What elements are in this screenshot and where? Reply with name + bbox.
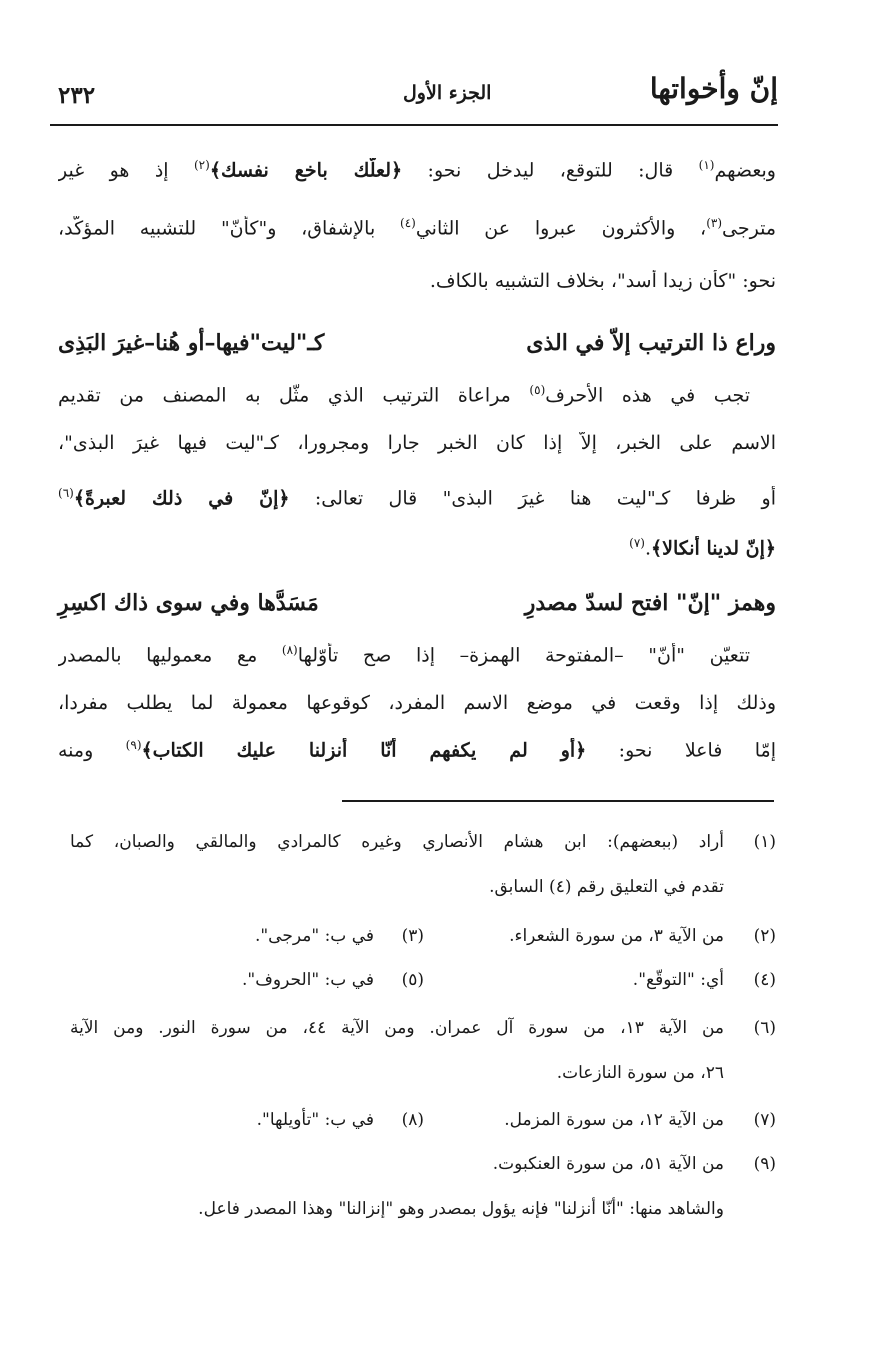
page-header xyxy=(58,70,778,120)
footnote-text: أي: "التوقّع". xyxy=(632,970,724,990)
paragraph-1-line-3: نحو: "كأن زيدا أسد"، بخلاف التشبيه بالكاف. xyxy=(429,270,776,292)
chapter-title: إنّ وأخواتها xyxy=(649,72,778,105)
text-run: أو ظرفا كـ"ليت هنا غيرَ البذى" قال تعالى: xyxy=(289,487,776,510)
footnote-number: (٧) xyxy=(753,1110,776,1130)
quran-quote: ﴿إنّ لدينا أنكالا﴾ xyxy=(651,537,776,560)
quran-quote: ﴿إنّ في ذلك لعبرةً﴾ xyxy=(73,487,290,510)
verse-1 xyxy=(58,330,776,362)
footnote-number: (٦) xyxy=(753,1018,776,1038)
footnote-4-and-5 xyxy=(58,970,776,994)
footnote-number: (١) xyxy=(753,832,776,852)
text-run: قال: للتوقع، ليدخل نحو: xyxy=(402,159,699,182)
footnote-1-line-2: تقدم في التعليق رقم (٤) السابق. xyxy=(489,877,724,897)
footnote-number: (٩) xyxy=(753,1154,776,1174)
quran-quote: ﴿لعلّك باخع نفسك﴾ xyxy=(209,159,403,182)
footnote-ref: (٨) xyxy=(281,643,298,657)
text-run: وبعضهم xyxy=(714,159,776,182)
verse-1-hemistich-2: كـ"ليت"فيها–أو هُنا–غيرَ البَذِى xyxy=(58,330,325,356)
footnote-ref: (٩) xyxy=(125,738,142,752)
text-run: مترجى xyxy=(722,217,776,240)
footnote-7-and-8 xyxy=(58,1110,776,1134)
footnote-6-line-2: ٢٦، من سورة النازعات. xyxy=(556,1063,724,1083)
footnote-ref: (٧) xyxy=(629,536,645,550)
footnote-number: (٨) xyxy=(401,1110,424,1130)
text-run: ، والأكثرون عبروا عن الثاني xyxy=(415,217,707,240)
footnote-text: في ب: "مرجى". xyxy=(254,926,374,946)
paragraph-3-line-1 xyxy=(58,643,750,668)
verse-1-hemistich-1: وراع ذا الترتيب إلاّ في الذى xyxy=(526,330,776,356)
verse-2 xyxy=(58,590,776,622)
footnote-number: (٣) xyxy=(401,926,424,946)
footnote-2-and-3 xyxy=(58,926,776,950)
text-run: ومنه xyxy=(58,739,126,762)
footnote-ref: (٢) xyxy=(193,158,210,172)
footnote-9-line-2: والشاهد منها: "أنّا أنزلنا" فإنه يؤول بمصدر وهو "إنزالنا" وهذا المصدر فاعل. xyxy=(198,1199,724,1219)
footnote-number: (٤) xyxy=(753,970,776,990)
part-label: الجزء الأول xyxy=(403,82,492,104)
footnote-ref: (١) xyxy=(698,158,715,172)
text-run: مع معموليها بالمصدر xyxy=(58,644,282,667)
paragraph-2-line-4 xyxy=(58,536,776,561)
footnote-text: في ب: "الحروف". xyxy=(242,970,374,990)
footnote-ref: (٣) xyxy=(706,216,723,230)
quran-quote: ﴿أو لم يكفهم أنّا أنزلنا عليك الكتاب﴾ xyxy=(141,739,587,762)
verse-2-hemistich-2: مَسَدَّها وفي سوى ذاك اكسِرِ xyxy=(58,590,319,616)
paragraph-3-line-2: وذلك إذا وقعت في موضع الاسم المفرد، كوقوعها معمولة لما يطلب مفردا، xyxy=(58,692,776,714)
footnote-6-line-1: من الآية ١٣، من سورة آل عمران. ومن الآية ٤٤، من سورة النور. ومن الآية xyxy=(70,1018,724,1038)
footnote-1-line-1: أراد (ببعضهم): ابن هشام الأنصاري وغيره كالمرادي والمالقي والصبان، كما xyxy=(70,832,724,852)
page-number: ٢٣٢ xyxy=(58,82,96,109)
text-run: تتعيّن "أنّ" –المفتوحة الهمزة– إذا صح تأوّلها xyxy=(297,644,750,667)
text-run: تجب في هذه الأحرف xyxy=(545,384,750,407)
paragraph-2-line-1 xyxy=(58,383,750,408)
footnote-ref: (٤) xyxy=(400,216,416,230)
text-run: مراعاة الترتيب الذي مثّل به المصنف من تقديم xyxy=(58,384,530,407)
footnotes-divider xyxy=(342,800,774,802)
paragraph-1-line-2 xyxy=(58,216,776,241)
footnote-text: من الآية ١٢، من سورة المزمل. xyxy=(504,1110,724,1130)
text-run: بالإشفاق، و"كأنّ" للتشبيه المؤكّد، xyxy=(58,217,400,240)
footnote-number: (٥) xyxy=(401,970,424,990)
footnote-text: من الآية ٣، من سورة الشعراء. xyxy=(509,926,724,946)
paragraph-2-line-3 xyxy=(58,486,776,511)
footnote-9 xyxy=(58,1154,776,1178)
paragraph-3-line-3 xyxy=(58,738,776,763)
verse-2-hemistich-1: وهمز "إنّ" افتح لسدّ مصدرِ xyxy=(524,590,776,616)
text-run: إذ هو غير xyxy=(58,159,194,182)
footnote-number: (٢) xyxy=(753,926,776,946)
footnote-text: من الآية ٥١، من سورة العنكبوت. xyxy=(492,1154,724,1174)
text-run: إمّا فاعلا نحو: xyxy=(586,739,776,762)
paragraph-2-line-2: الاسم على الخبر، إلاّ إذا كان الخبر جارا ومجرورا، كـ"ليت فيها غيرَ البذى"، xyxy=(58,432,776,454)
footnote-ref: (٦) xyxy=(58,486,74,500)
paragraph-1-line-1 xyxy=(58,158,776,183)
header-divider xyxy=(50,124,778,126)
text-run: . xyxy=(644,537,652,560)
footnote-ref: (٥) xyxy=(529,383,546,397)
footnote-text: في ب: "تأويلها". xyxy=(256,1110,374,1130)
